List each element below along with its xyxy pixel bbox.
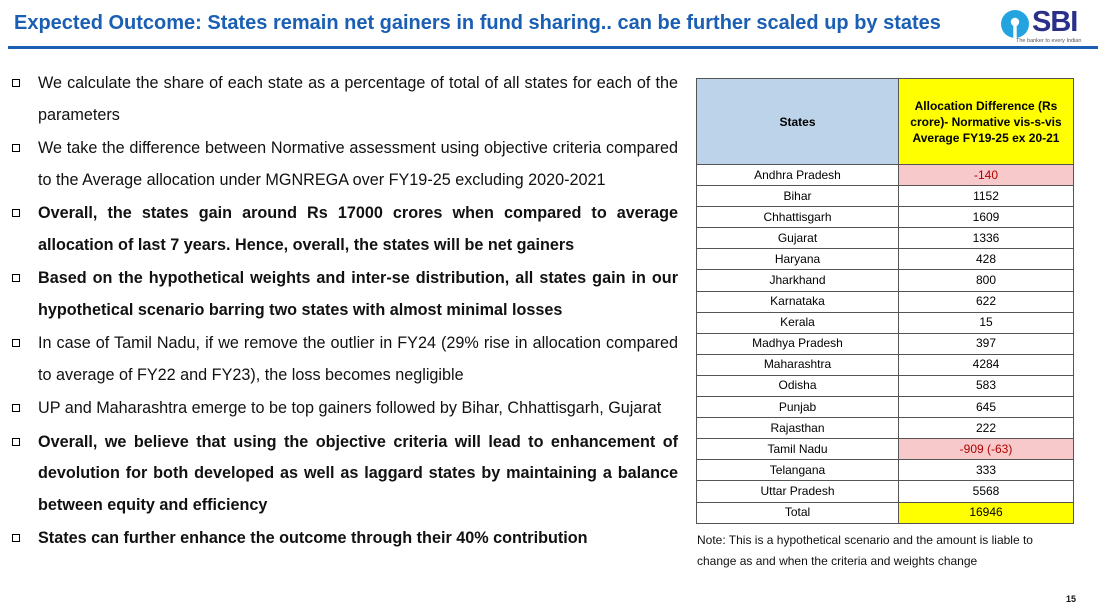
bullet-text: Overall, the states gain around Rs 17000 crores when compared to average allocation of last 7 years. Hence, overall, the states will be net gainers <box>38 204 678 254</box>
table-row <box>697 249 1074 270</box>
state-name-cell: Rajasthan <box>697 418 899 439</box>
allocation-difference-cell: 800 <box>899 270 1074 291</box>
logo-wordmark: SBI <box>1032 6 1078 38</box>
square-bullet-icon <box>12 339 20 347</box>
sbi-logo-icon <box>1000 9 1030 39</box>
bullet-item <box>12 523 678 555</box>
table-row <box>697 186 1074 207</box>
table-row <box>697 439 1074 460</box>
square-bullet-icon <box>12 274 20 282</box>
state-name-cell: Haryana <box>697 249 899 270</box>
bullet-item <box>12 328 678 391</box>
state-name-cell: Karnataka <box>697 291 899 312</box>
allocation-difference-cell: 397 <box>899 333 1074 354</box>
bullet-item <box>12 263 678 326</box>
header-divider <box>8 46 1098 49</box>
page-number: 15 <box>1066 594 1077 604</box>
table-row <box>697 375 1074 396</box>
logo-tagline: The banker to every Indian <box>1016 38 1082 44</box>
allocation-difference-cell: 15 <box>899 312 1074 333</box>
bullet-item <box>12 68 678 131</box>
state-name-cell: Gujarat <box>697 228 899 249</box>
state-name-cell: Maharashtra <box>697 354 899 375</box>
table-header-row <box>697 79 1074 165</box>
bullet-text: In case of Tamil Nadu, if we remove the outlier in FY24 (29% rise in allocation compared to average of FY22 and FY23), the loss becomes negligible <box>38 334 678 384</box>
state-name-cell: Punjab <box>697 397 899 418</box>
footnote: Note: This is a hypothetical scenario and the amount is liable to change as and when the criteria and weights change <box>697 533 1033 568</box>
table-row <box>697 312 1074 333</box>
state-name-cell: Odisha <box>697 375 899 396</box>
state-name-cell: Madhya Pradesh <box>697 333 899 354</box>
allocation-difference-cell: 645 <box>899 397 1074 418</box>
allocation-difference-cell: -140 <box>899 165 1074 186</box>
bullet-text: UP and Maharashtra emerge to be top gainers followed by Bihar, Chhattisgarh, Gujarat <box>38 399 662 417</box>
table-row <box>697 460 1074 481</box>
allocation-difference-cell: 1336 <box>899 228 1074 249</box>
bullet-text: We take the difference between Normative assessment using objective criteria compared to the Average allocation under MGNREGA over FY19-25 excluding 2020-2021 <box>38 139 678 189</box>
table-row <box>697 165 1074 186</box>
state-name-cell: Chhattisgarh <box>697 207 899 228</box>
state-name-cell: Total <box>697 502 899 523</box>
bullet-item <box>12 427 678 522</box>
allocation-difference-cell: 333 <box>899 460 1074 481</box>
page-title: Expected Outcome: States remain net gainers in fund sharing.. can be further scaled up by states <box>14 12 941 34</box>
square-bullet-icon <box>12 79 20 87</box>
state-name-cell: Jharkhand <box>697 270 899 291</box>
bullet-item <box>12 133 678 196</box>
allocation-difference-cell: 1609 <box>899 207 1074 228</box>
table-row <box>697 207 1074 228</box>
state-name-cell: Telangana <box>697 460 899 481</box>
allocation-difference-cell: -909 (-63) <box>899 439 1074 460</box>
bullet-text: We calculate the share of each state as a percentage of total of all states for each of the parameters <box>38 74 678 124</box>
square-bullet-icon <box>12 404 20 412</box>
allocation-difference-cell: 16946 <box>899 502 1074 523</box>
allocation-difference-cell: 583 <box>899 375 1074 396</box>
allocation-difference-cell: 622 <box>899 291 1074 312</box>
bullet-list <box>12 68 678 557</box>
bullet-text: Overall, we believe that using the objective criteria will lead to enhancement of devolution for both developed as well as laggard states by maintaining a balance between equity and efficiency <box>38 432 678 514</box>
state-name-cell: Andhra Pradesh <box>697 165 899 186</box>
state-name-cell: Bihar <box>697 186 899 207</box>
bullet-item <box>12 393 678 425</box>
bullet-text: Based on the hypothetical weights and inter-se distribution, all states gain in our hypothetical scenario barring two states with almost minimal losses <box>38 269 678 319</box>
state-name-cell: Tamil Nadu <box>697 439 899 460</box>
column-header-states: States <box>697 79 899 165</box>
table-row <box>697 228 1074 249</box>
table-row <box>697 481 1074 502</box>
table-row <box>697 270 1074 291</box>
column-header-allocation-difference: Allocation Difference (Rs crore)- Normative vis-s-vis Average FY19-25 ex 20-21 <box>899 79 1074 165</box>
allocation-difference-cell: 222 <box>899 418 1074 439</box>
square-bullet-icon <box>12 209 20 217</box>
allocation-difference-cell: 5568 <box>899 481 1074 502</box>
table-row <box>697 291 1074 312</box>
table-row <box>697 354 1074 375</box>
allocation-difference-cell: 1152 <box>899 186 1074 207</box>
square-bullet-icon <box>12 534 20 542</box>
table-row <box>697 333 1074 354</box>
table-row <box>697 397 1074 418</box>
allocation-difference-cell: 428 <box>899 249 1074 270</box>
square-bullet-icon <box>12 144 20 152</box>
allocation-table <box>696 78 1074 524</box>
bullet-text: States can further enhance the outcome through their 40% contribution <box>38 529 588 547</box>
allocation-difference-cell: 4284 <box>899 354 1074 375</box>
state-name-cell: Kerala <box>697 312 899 333</box>
table-total-row <box>697 502 1074 523</box>
state-name-cell: Uttar Pradesh <box>697 481 899 502</box>
table-row <box>697 418 1074 439</box>
square-bullet-icon <box>12 438 20 446</box>
sbi-logo <box>1000 5 1096 45</box>
bullet-item <box>12 198 678 261</box>
